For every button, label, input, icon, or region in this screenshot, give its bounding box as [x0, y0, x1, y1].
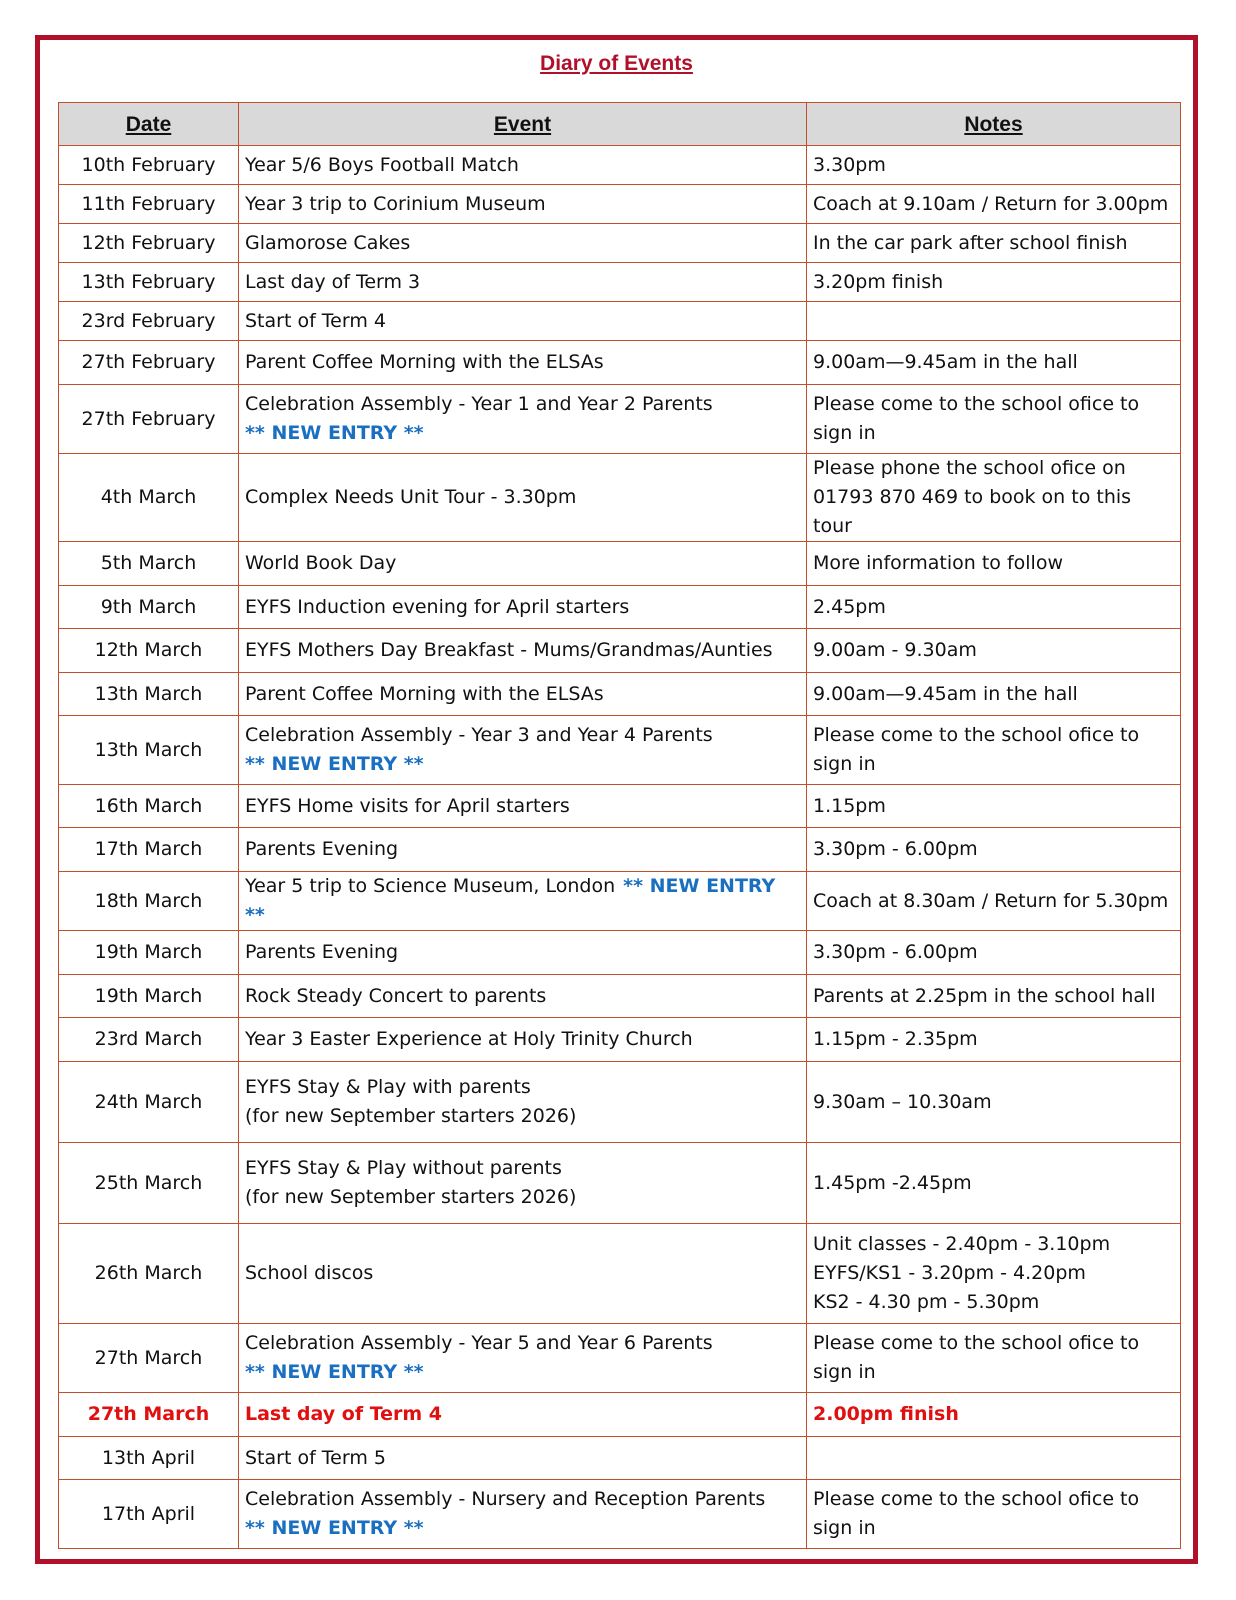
- event-name: School discos: [239, 1224, 807, 1324]
- event-name: Rock Steady Concert to parents: [239, 975, 807, 1018]
- table-row: [59, 1224, 1181, 1324]
- event-date: 10th February: [59, 146, 239, 185]
- table-row-highlighted: [59, 1393, 1181, 1437]
- event-notes: 1.45pm -2.45pm: [807, 1143, 1181, 1224]
- event-notes: More information to follow: [807, 542, 1181, 586]
- event-notes: 9.00am—9.45am in the hall: [807, 341, 1181, 385]
- event-date: 27th February: [59, 341, 239, 385]
- event-name: Last day of Term 3: [239, 263, 807, 302]
- event-name: EYFS Induction evening for April starters: [239, 586, 807, 629]
- event-date: 4th March: [59, 454, 239, 542]
- event-date: 27th February: [59, 385, 239, 454]
- event-name: Year 3 Easter Experience at Holy Trinity Church: [239, 1018, 807, 1062]
- event-date: 25th March: [59, 1143, 239, 1224]
- table-header-row: [59, 103, 1181, 146]
- event-date: 18th March: [59, 872, 239, 931]
- event-cell: [239, 872, 807, 931]
- table-row: [59, 629, 1181, 673]
- event-name: Parent Coffee Morning with the ELSAs: [239, 341, 807, 385]
- event-date: 17th March: [59, 828, 239, 872]
- new-entry-badge: ** NEW ENTRY **: [245, 875, 776, 926]
- table-row: [59, 673, 1181, 716]
- event-subtitle: (for new September starters 2026): [245, 1105, 577, 1127]
- table-row: [59, 586, 1181, 629]
- event-date: 16th March: [59, 785, 239, 828]
- event-cell: [239, 716, 807, 785]
- event-date: 26th March: [59, 1224, 239, 1324]
- event-notes: In the car park after school finish: [807, 224, 1181, 263]
- event-notes: Please phone the school ofice on 01793 870 469 to book on to this tour: [807, 454, 1181, 542]
- event-name: Start of Term 4: [239, 302, 807, 341]
- new-entry-badge: ** NEW ENTRY **: [245, 1517, 424, 1539]
- event-name: Glamorose Cakes: [239, 224, 807, 263]
- event-notes: 9.00am—9.45am in the hall: [807, 673, 1181, 716]
- event-notes: Please come to the school ofice to sign in: [807, 385, 1181, 454]
- event-cell: [239, 385, 807, 454]
- event-notes: 3.30pm - 6.00pm: [807, 828, 1181, 872]
- table-row: [59, 263, 1181, 302]
- event-notes-line: Unit classes - 2.40pm - 3.10pm: [813, 1233, 1111, 1255]
- event-date: 23rd February: [59, 302, 239, 341]
- table-row: [59, 1143, 1181, 1224]
- event-notes: 1.15pm: [807, 785, 1181, 828]
- table-row: [59, 1480, 1181, 1549]
- event-cell: [239, 1062, 807, 1143]
- event-date: 11th February: [59, 185, 239, 224]
- table-row: [59, 341, 1181, 385]
- table-row: [59, 872, 1181, 931]
- event-name: Celebration Assembly - Year 5 and Year 6 Parents: [245, 1332, 713, 1354]
- event-date: 9th March: [59, 586, 239, 629]
- event-notes: 9.30am – 10.30am: [807, 1062, 1181, 1143]
- event-date: 27th March: [59, 1393, 239, 1437]
- event-notes: [807, 1437, 1181, 1480]
- event-notes: Parents at 2.25pm in the school hall: [807, 975, 1181, 1018]
- new-entry-badge: ** NEW ENTRY **: [245, 1361, 424, 1383]
- event-name: EYFS Home visits for April starters: [239, 785, 807, 828]
- event-date: 19th March: [59, 975, 239, 1018]
- table-row: [59, 931, 1181, 975]
- event-name: Year 3 trip to Corinium Museum: [239, 185, 807, 224]
- event-notes-line: KS2 - 4.30 pm - 5.30pm: [813, 1291, 1040, 1313]
- event-notes: Coach at 8.30am / Return for 5.30pm: [807, 872, 1181, 931]
- event-notes: 3.20pm finish: [807, 263, 1181, 302]
- event-name: EYFS Stay & Play with parents: [245, 1076, 531, 1098]
- event-notes-line: EYFS/KS1 - 3.20pm - 4.20pm: [813, 1262, 1086, 1284]
- event-notes: Please come to the school ofice to sign in: [807, 716, 1181, 785]
- event-name: EYFS Stay & Play without parents: [245, 1157, 562, 1179]
- table-row: [59, 1018, 1181, 1062]
- event-notes-cell: [807, 1224, 1181, 1324]
- event-date: 12th March: [59, 629, 239, 673]
- table-row: [59, 454, 1181, 542]
- event-name: World Book Day: [239, 542, 807, 586]
- events-table: [58, 102, 1181, 1549]
- event-date: 5th March: [59, 542, 239, 586]
- event-cell: [239, 1480, 807, 1549]
- event-notes: Please come to the school ofice to sign in: [807, 1324, 1181, 1393]
- event-date: 12th February: [59, 224, 239, 263]
- event-name: Celebration Assembly - Year 3 and Year 4 Parents: [245, 724, 713, 746]
- event-name: Parents Evening: [239, 931, 807, 975]
- event-name: EYFS Mothers Day Breakfast - Mums/Grandmas/Aunties: [239, 629, 807, 673]
- event-notes: 1.15pm - 2.35pm: [807, 1018, 1181, 1062]
- event-date: 13th March: [59, 673, 239, 716]
- event-name: Year 5/6 Boys Football Match: [239, 146, 807, 185]
- table-row: [59, 224, 1181, 263]
- event-date: 17th April: [59, 1480, 239, 1549]
- table-row: [59, 1324, 1181, 1393]
- new-entry-badge: ** NEW ENTRY **: [245, 422, 424, 444]
- event-name: Parents Evening: [239, 828, 807, 872]
- event-date: 23rd March: [59, 1018, 239, 1062]
- event-name: Complex Needs Unit Tour - 3.30pm: [239, 454, 807, 542]
- table-row: [59, 828, 1181, 872]
- table-row: [59, 975, 1181, 1018]
- diary-frame: [35, 35, 1198, 1564]
- event-cell: [239, 1324, 807, 1393]
- event-date: 13th February: [59, 263, 239, 302]
- event-name: Start of Term 5: [239, 1437, 807, 1480]
- column-header-notes: Notes: [807, 103, 1181, 146]
- new-entry-badge: ** NEW ENTRY **: [245, 753, 424, 775]
- table-row: [59, 716, 1181, 785]
- event-name: Celebration Assembly - Nursery and Reception Parents: [245, 1488, 766, 1510]
- table-row: [59, 302, 1181, 341]
- event-notes: 2.45pm: [807, 586, 1181, 629]
- event-name: Parent Coffee Morning with the ELSAs: [239, 673, 807, 716]
- event-notes: Please come to the school ofice to sign in: [807, 1480, 1181, 1549]
- page-title: Diary of Events: [540, 52, 693, 75]
- column-header-date: Date: [59, 103, 239, 146]
- table-row: [59, 542, 1181, 586]
- table-row: [59, 1437, 1181, 1480]
- table-row: [59, 185, 1181, 224]
- event-notes: 3.30pm - 6.00pm: [807, 931, 1181, 975]
- event-notes: [807, 302, 1181, 341]
- event-cell: [239, 1143, 807, 1224]
- event-date: 27th March: [59, 1324, 239, 1393]
- table-row: [59, 785, 1181, 828]
- event-date: 19th March: [59, 931, 239, 975]
- event-notes: 9.00am - 9.30am: [807, 629, 1181, 673]
- event-name: Celebration Assembly - Year 1 and Year 2 Parents: [245, 393, 713, 415]
- event-notes: Coach at 9.10am / Return for 3.00pm: [807, 185, 1181, 224]
- event-date: 24th March: [59, 1062, 239, 1143]
- event-name: Last day of Term 4: [239, 1393, 807, 1437]
- event-subtitle: (for new September starters 2026): [245, 1186, 577, 1208]
- table-row: [59, 385, 1181, 454]
- table-row: [59, 1062, 1181, 1143]
- column-header-event: Event: [239, 103, 807, 146]
- table-row: [59, 146, 1181, 185]
- event-notes: 2.00pm finish: [807, 1393, 1181, 1437]
- event-name: Year 5 trip to Science Museum, London: [245, 875, 616, 897]
- event-date: 13th March: [59, 716, 239, 785]
- event-date: 13th April: [59, 1437, 239, 1480]
- event-notes: 3.30pm: [807, 146, 1181, 185]
